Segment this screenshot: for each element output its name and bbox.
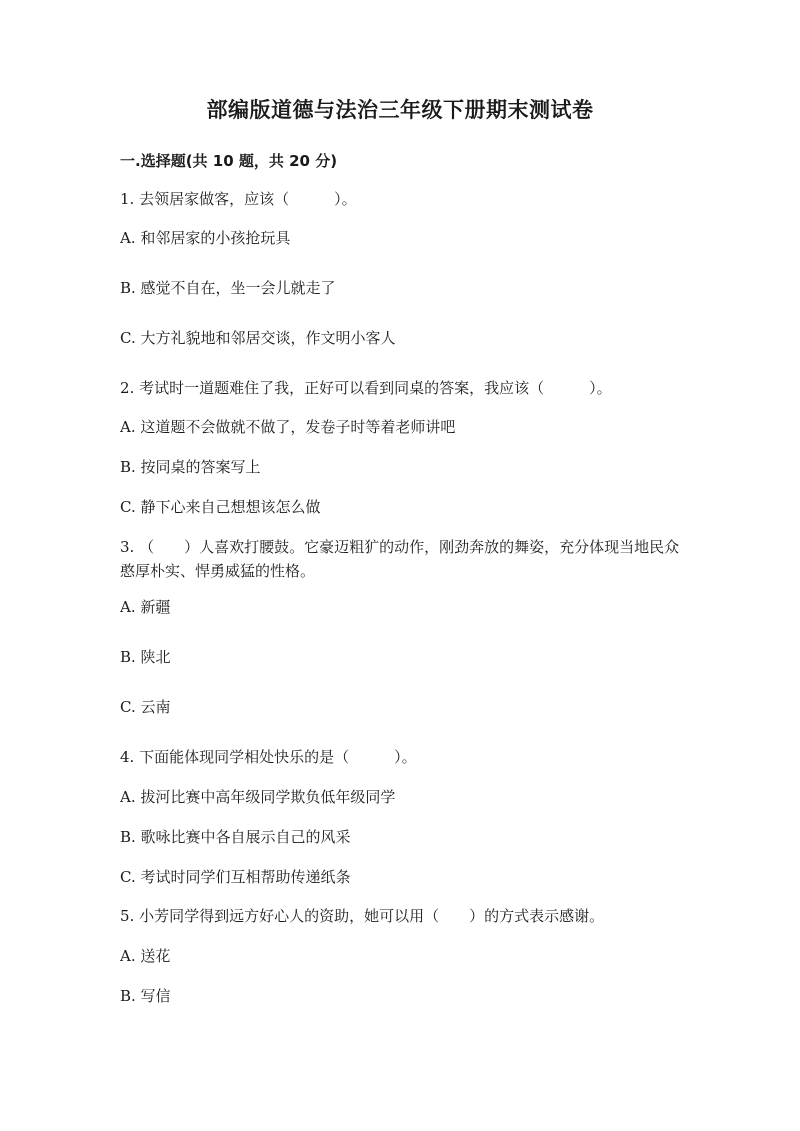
question-3-option-a: A. 新疆 — [120, 598, 171, 616]
section-heading: 一.选择题(共 10 题，共 20 分) — [120, 152, 338, 170]
question-1-option-a: A. 和邻居家的小孩抢玩具 — [120, 229, 291, 247]
question-5-option-b: B. 写信 — [120, 987, 171, 1005]
question-5-option-a: A. 送花 — [120, 947, 171, 965]
question-4-stem: 4. 下面能体现同学相处快乐的是（ ）。 — [120, 748, 417, 766]
question-5-stem: 5. 小芳同学得到远方好心人的资助，她可以用（ ）的方式表示感谢。 — [120, 907, 605, 925]
question-2-option-c: C. 静下心来自己想想该怎么做 — [120, 498, 321, 516]
question-2-option-a: A. 这道题不会做就不做了，发卷子时等着老师讲吧 — [120, 418, 456, 436]
question-3-option-c: C. 云南 — [120, 698, 171, 716]
question-4-option-c: C. 考试时同学们互相帮助传递纸条 — [120, 868, 351, 886]
page-title: 部编版道德与法治三年级下册期末测试卷 — [206, 98, 594, 122]
question-3-option-b: B. 陕北 — [120, 648, 171, 666]
question-1-option-b: B. 感觉不自在，坐一会儿就走了 — [120, 279, 336, 297]
question-3-stem: 3. （ ）人喜欢打腰鼓。它豪迈粗犷的动作，刚劲奔放的舞姿，充分体现当地民众憨厚朴实、悍勇威猛的性格。 — [120, 538, 680, 580]
question-1-option-c: C. 大方礼貌地和邻居交谈，作文明小客人 — [120, 329, 396, 347]
question-4-option-a: A. 拔河比赛中高年级同学欺负低年级同学 — [120, 788, 396, 806]
question-1-stem: 1. 去领居家做客，应该（ ）。 — [120, 190, 357, 208]
question-2-stem: 2. 考试时一道题难住了我，正好可以看到同桌的答案，我应该（ ）。 — [120, 379, 612, 397]
question-4-option-b: B. 歌咏比赛中各自展示自己的风采 — [120, 828, 351, 846]
question-2-option-b: B. 按同桌的答案写上 — [120, 458, 261, 476]
